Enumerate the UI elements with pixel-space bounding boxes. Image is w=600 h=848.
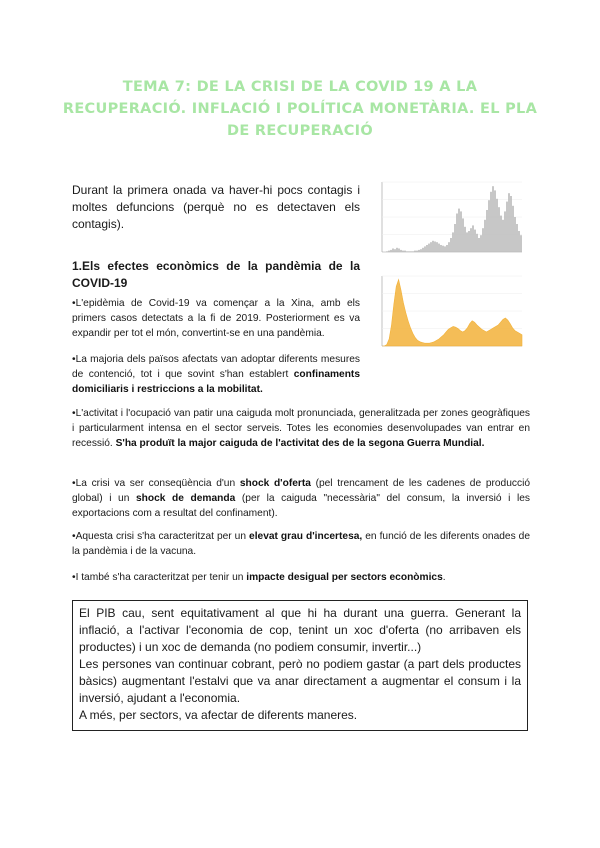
paragraph-uncertainty-text-a: •Aquesta crisi s'ha caracteritzat per un	[72, 531, 250, 542]
cases-bar	[428, 244, 430, 252]
cases-bar	[458, 209, 460, 252]
cases-bar	[490, 192, 492, 252]
cases-bar	[398, 249, 400, 253]
cases-bar	[388, 251, 390, 252]
cases-bar	[470, 228, 472, 252]
cases-bar	[438, 244, 440, 252]
paragraph-uncertainty-text-c: en funció de les diferents onades de la pandèmia i de la vacuna.	[72, 531, 531, 557]
cases-bar	[414, 251, 416, 252]
cases-bar	[466, 232, 468, 252]
cases-bar	[454, 224, 456, 252]
paragraph-containment-bold: confinaments domiciliaris i restriccions a la mobilitat.	[72, 369, 360, 395]
cases-bar	[488, 200, 490, 252]
cases-bar	[476, 234, 478, 252]
cases-bar	[448, 242, 450, 252]
paragraph-shocks-bold-demand: shock de demanda	[136, 493, 236, 504]
paragraph-shocks-bold-supply: shock d'oferta	[239, 478, 311, 489]
cases-bar	[456, 214, 458, 253]
cases-bar	[478, 238, 480, 252]
paragraph-activity-bold: S'ha produït la major caiguda de l'activitat des de la segona Guerra Mundial.	[115, 438, 485, 449]
cases-bar	[394, 249, 396, 252]
section-heading: 1.Els efectes econòmics de la pandèmia de la COVID-19	[72, 259, 360, 290]
note-line-2: Les persones van continuar cobrant, però no podiem gastar (a part dels productes bàsics) augmentant l'estalvi que va anar directament a augmentar el consum i la inversió, ajudant a l'economia.	[79, 657, 521, 705]
cases-bar	[440, 245, 442, 252]
paragraph-containment-text: •La majoria dels països afectats van adoptar diferents mesures de contenció, tot i que sovint s'han establert	[72, 354, 360, 380]
paragraph-shocks-text-c: (pel trencament de les cadenes de producció global) i un	[72, 478, 530, 504]
intro-paragraph: Durant la primera onada va haver-hi pocs contagis i moltes defuncions (perquè no es detectaven els contagis).	[72, 183, 360, 231]
paragraph-uncertainty-bold: elevat grau d'incertesa,	[249, 531, 363, 542]
cases-bar	[498, 207, 500, 252]
cases-bar	[474, 230, 476, 252]
cases-bar	[402, 251, 404, 252]
cases-bar	[492, 186, 494, 252]
cases-bar	[406, 251, 408, 252]
cases-bar	[502, 220, 504, 252]
cases-bar	[434, 242, 436, 253]
cases-bar	[516, 224, 518, 252]
paragraph-sectors-text-c: .	[442, 572, 446, 583]
cases-bar	[472, 225, 474, 252]
cases-bar	[422, 248, 424, 252]
paragraph-origin	[72, 296, 360, 341]
cases-bar	[390, 250, 392, 252]
cases-bar	[424, 246, 426, 252]
cases-bar	[500, 216, 502, 252]
note-line-1: El PIB cau, sent equitativament al que hi ha durant una guerra. Generant la inflació, a l'activar l'economia de cop, tenint un xoc d'oferta (no arribaven els productes) i un xoc de demanda (no podiem consumir, invertir...)	[79, 606, 521, 654]
deaths-chart	[364, 270, 530, 360]
cases-bar	[480, 235, 482, 252]
cases-bar	[504, 211, 506, 252]
cases-bar	[484, 220, 486, 252]
paragraph-sectors-text-a: •I també s'ha caracteritzat per tenir un	[72, 572, 247, 583]
paragraph-uncertainty	[72, 529, 530, 559]
cases-bar	[482, 228, 484, 252]
cases-bar	[432, 241, 434, 252]
cases-bar	[468, 231, 470, 252]
cases-bar	[510, 196, 512, 252]
cases-bar	[442, 246, 444, 252]
page-title: TEMA 7: DE LA CRISI DE LA COVID 19 A LA RECUPERACIÓ. INFLACIÓ I POLÍTICA MONETÀRIA. EL PLA DE RECUPERACIÓ	[62, 79, 538, 139]
paragraph-sectors	[72, 570, 530, 585]
cases-bar	[386, 251, 388, 252]
paragraph-shocks-text-a: •La crisi va ser conseqüència d'un	[72, 478, 240, 489]
cases-bar	[446, 245, 448, 252]
cases-bar	[464, 227, 466, 252]
paragraph-origin-text: •L'epidèmia de Covid-19 va començar a la Xina, amb els primers casos detectats a la fi de 2019. Posteriorment es va expandir per tot el món, convertint-se en una pandèmia.	[72, 298, 360, 339]
paragraph-activity-text: •L'activitat i l'ocupació van patir una caiguda molt pronunciada, generalitzada per zones geogràfiques i particularment intensa en el sector serveis. Totes les economies desenvolupades van entrar en recessió.	[72, 408, 530, 449]
deaths-chart-svg	[364, 270, 530, 360]
cases-bar	[520, 235, 522, 252]
cases-bar	[444, 246, 446, 252]
cases-bar	[404, 251, 406, 252]
cases-bar	[418, 250, 420, 252]
note-line-3: A més, per sectors, va afectar de diferents maneres.	[79, 708, 358, 722]
cases-bar	[400, 250, 402, 252]
cases-bar	[508, 193, 510, 252]
cases-bar	[486, 210, 488, 252]
cases-bar	[518, 231, 520, 252]
note-box	[72, 600, 528, 731]
cases-bar	[462, 218, 464, 252]
paragraph-shocks-text-d: (per la caiguda "necessària" del consum, la inversió i les exportacions com a resultat del confinament).	[72, 493, 531, 519]
cases-bar	[408, 251, 410, 252]
cases-bar	[452, 232, 454, 252]
cases-bar	[420, 249, 422, 252]
cases-bar	[396, 248, 398, 252]
cases-chart-svg	[364, 170, 530, 266]
paragraph-containment	[72, 352, 360, 397]
cases-chart	[364, 170, 530, 266]
cases-bar	[412, 251, 414, 252]
cases-bar	[430, 242, 432, 252]
cases-bar	[410, 251, 412, 252]
cases-bar	[496, 199, 498, 252]
paragraph-shocks	[72, 476, 530, 521]
cases-bar	[506, 202, 508, 252]
paragraph-activity	[72, 406, 530, 451]
deaths-area	[382, 280, 522, 347]
paragraph-sectors-bold: impacte desigual per sectors econòmics	[246, 572, 443, 583]
cases-bar	[460, 211, 462, 252]
cases-bar	[426, 245, 428, 252]
cases-bar	[392, 249, 394, 253]
cases-bar	[416, 251, 418, 252]
cases-bar	[450, 238, 452, 252]
cases-bar	[512, 206, 514, 252]
cases-bar	[436, 242, 438, 252]
cases-bar	[494, 190, 496, 252]
cases-bar	[514, 217, 516, 252]
